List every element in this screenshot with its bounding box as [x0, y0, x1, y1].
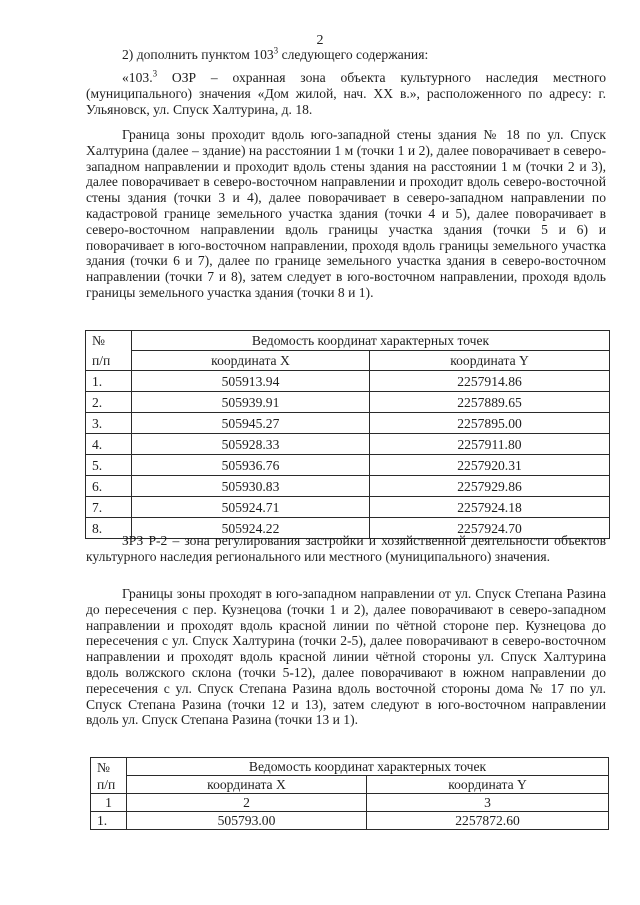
cell-number: 7.: [86, 497, 132, 518]
intro-paragraph: [86, 47, 606, 63]
table-title: Ведомость координат характерных точек: [127, 758, 609, 776]
cell-number: 3.: [86, 413, 132, 434]
column-header-x: координата X: [127, 776, 367, 794]
column-header-number: [86, 331, 132, 371]
cell-index-y: 3: [367, 794, 609, 812]
cell-y: 2257895.00: [370, 413, 610, 434]
coordinates-table-1: [85, 330, 610, 539]
intro-text: 2) дополнить пунктом 103: [122, 47, 274, 62]
table-header-row: [86, 331, 610, 351]
ordinal-label: п/п: [97, 776, 116, 792]
boundary-description-2: Границы зоны проходят в юго-западном направлении от ул. Спуск Степана Разина до пересечения с пер. Кузнецова (точки 1 и 2), далее поворачивают в северо-западном направлении и проходят вдоль красной линии по чётной стороне пер. Кузнецова до пересечения с ул. Спуск Халтурина (точки 2-5), далее поворачивают в северо-восточном направлении и проходят вдоль красной линии чётной стороны ул. Спуск Халтурина вдоль волжского склона (точки 5-12), далее поворачивают в южном направлении до пересечения с ул. Спуск Степана Разина вдоль восточной стороны дома № 17 по ул. Спуск Степана Разина (точки 12 и 13), затем следуют в юго-восточном направлении вдоль ул. Спуск Степана Разина (точки 13 и 1).: [86, 586, 606, 728]
table-row: [86, 434, 610, 455]
item-number: «103.: [122, 70, 153, 85]
table-title: Ведомость координат характерных точек: [132, 331, 610, 351]
table-row: [91, 812, 609, 830]
cell-x: 505945.27: [132, 413, 370, 434]
cell-x: 505939.91: [132, 392, 370, 413]
number-sign: №: [92, 333, 105, 348]
cell-y: 2257924.70: [370, 518, 610, 539]
boundary-description-1: Граница зоны проходит вдоль юго-западной стены здания № 18 по ул. Спуск Халтурина (далее – здание) на расстоянии 1 м (точки 1 и 2), далее поворачивает в северо-западном направлении и проходит вдоль стены здания на расстоянии 1 м (точки 2 и 3), далее поворачивает в северо-восточном направлении и проходит вдоль северо-восточной стены здания (точки 3 и 4), далее поворачивает в северо-западном направлении по кадастровой границе земельного участка здания (точки 4 и 5), далее поворачивает в северо-восточном направлении вдоль границы участка здания (точки 5 и 6) и поворачивает в юго-восточном направлении, проходя вдоль границы земельного участка здания (точки 6 и 7), далее по границе земельного участка здания в северо-восточном направлении (точки 7 и 8), затем следует в юго-восточном направлении, проходя вдоль границы земельного участка здания (точки 8 и 1).: [86, 127, 606, 300]
cell-x: 505928.33: [132, 434, 370, 455]
page-number: 2: [316, 33, 324, 48]
cell-number: 5.: [86, 455, 132, 476]
item-text: ОЗР – охранная зона объекта культурного наследия местного (муниципального) значения «Дом жилой, нач. XX в.», расположенного по адресу: г. Ульяновск, ул. Спуск Халтурина, д. 18.: [86, 70, 606, 117]
cell-x: 505924.22: [132, 518, 370, 539]
cell-y: 2257914.86: [370, 371, 610, 392]
cell-y: 2257929.86: [370, 476, 610, 497]
cell-y: 2257911.80: [370, 434, 610, 455]
cell-y: 2257924.18: [370, 497, 610, 518]
cell-x: 505936.76: [132, 455, 370, 476]
item-103-3-paragraph: [86, 70, 606, 117]
cell-y: 2257889.65: [370, 392, 610, 413]
column-header-y: координата Y: [370, 351, 610, 371]
intro-superscript: 3: [273, 45, 279, 56]
table-row: [86, 476, 610, 497]
intro-text-end: следующего содержания:: [278, 47, 429, 62]
cell-index-number: 1: [91, 794, 127, 812]
cell-x: 505924.71: [132, 497, 370, 518]
table-row: [86, 497, 610, 518]
column-header-y: координата Y: [367, 776, 609, 794]
zrz-definition: ЗРЗ Р-2 – зона регулирования застройки и хозяйственной деятельности объектов культурного наследия регионального или местного (муниципального) значения.: [86, 533, 606, 564]
table-row: [86, 455, 610, 476]
table-header-row: [91, 758, 609, 776]
cell-number: 4.: [86, 434, 132, 455]
ordinal-label: п/п: [92, 353, 111, 368]
table-subheader-row: [91, 776, 609, 794]
number-sign: №: [97, 759, 110, 775]
cell-number: 6.: [86, 476, 132, 497]
table-index-row: [91, 794, 609, 812]
column-header-x: координата X: [132, 351, 370, 371]
cell-y: 2257872.60: [367, 812, 609, 830]
table-row: [86, 413, 610, 434]
table-row: [86, 371, 610, 392]
cell-number: 2.: [86, 392, 132, 413]
cell-number: 1.: [86, 371, 132, 392]
table-subheader-row: [86, 351, 610, 371]
column-header-number: [91, 758, 127, 794]
coordinates-table-2: [90, 757, 609, 830]
table-row: [86, 392, 610, 413]
cell-x: 505793.00: [127, 812, 367, 830]
item-superscript: 3: [152, 68, 158, 79]
cell-index-x: 2: [127, 794, 367, 812]
cell-x: 505930.83: [132, 476, 370, 497]
cell-y: 2257920.31: [370, 455, 610, 476]
cell-x: 505913.94: [132, 371, 370, 392]
cell-number: 1.: [91, 812, 127, 830]
cell-number: 8.: [86, 518, 132, 539]
